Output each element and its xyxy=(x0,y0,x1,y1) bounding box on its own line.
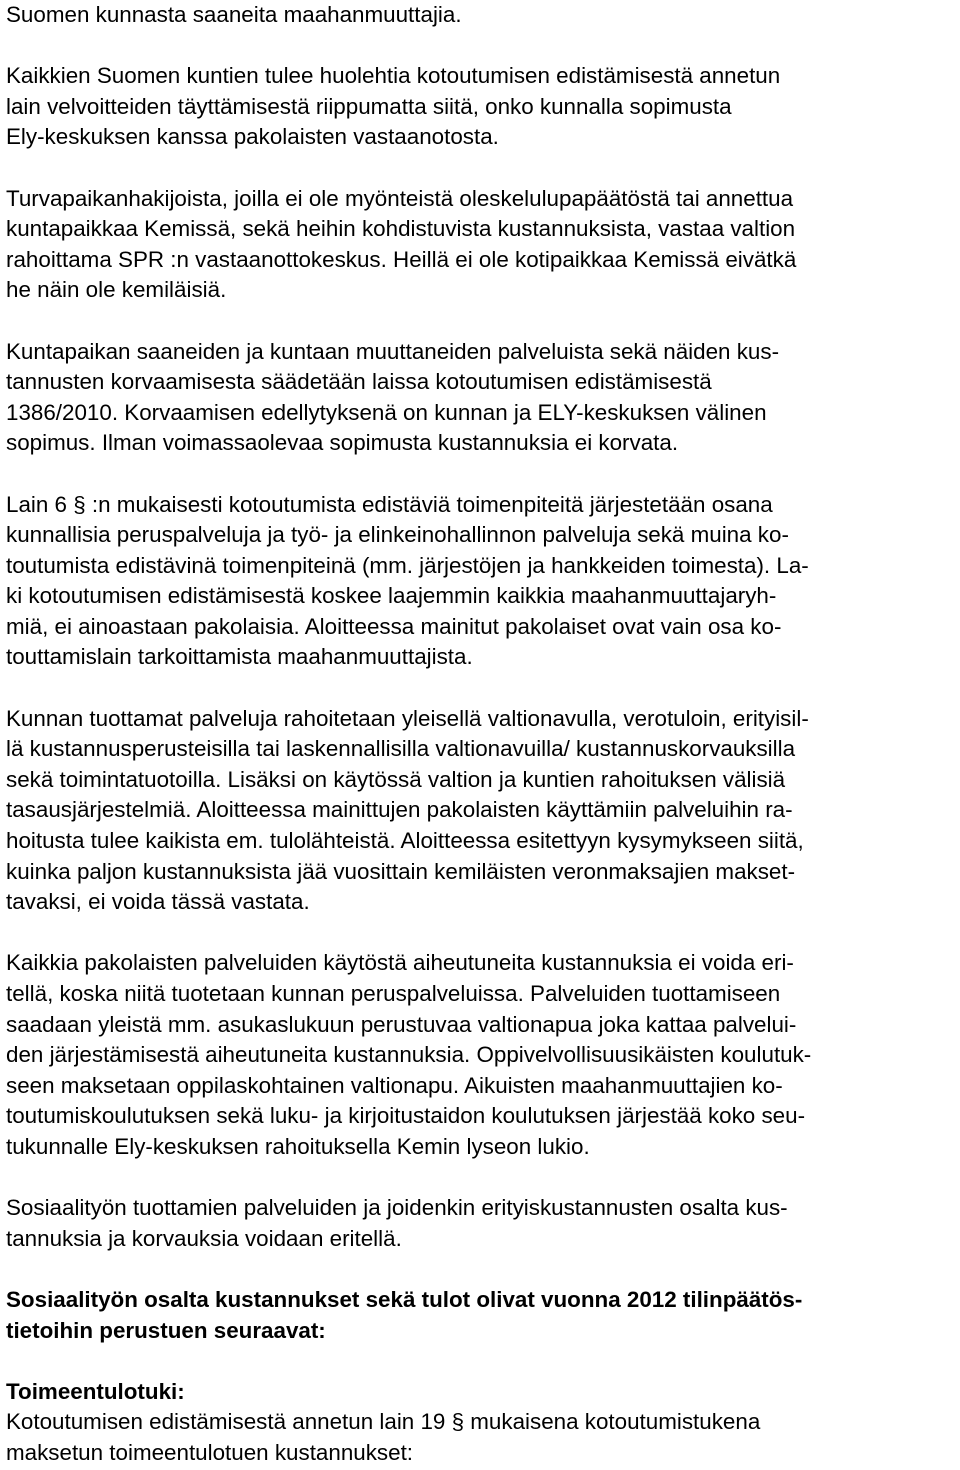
text-line: toutumista edistävinä toimenpiteinä (mm. järjestöjen ja hankkeiden toimesta). La- xyxy=(6,552,809,578)
document-page xyxy=(6,0,956,1469)
paragraph-social-work xyxy=(6,1193,956,1254)
text-line: Ely-keskuksen kanssa pakolaisten vastaanotosta. xyxy=(6,124,499,150)
text-line: Kuntapaikan saaneiden ja kuntaan muuttaneiden palveluista sekä näiden kus- xyxy=(6,338,780,364)
text-line: Kotoutumisen edistämisestä annetun lain 19 § mukaisena kotoutumistukena xyxy=(6,1409,761,1435)
text-line: den järjestämisestä aiheutuneita kustannuksia. Oppivelvollisuusikäisten koulutuk- xyxy=(6,1042,812,1068)
text-line: Kaikkia pakolaisten palveluiden käytöstä aiheutuneita kustannuksia ei voida eri- xyxy=(6,950,794,976)
section-heading-social-work-costs xyxy=(6,1285,956,1346)
paragraph-compensation-law xyxy=(6,337,956,459)
text-line: toutumiskoulutuksen sekä luku- ja kirjoitustaidon koulutuksen järjestää koko seu- xyxy=(6,1103,806,1129)
text-line: Sosiaalityön tuottamien palveluiden ja joidenkin erityiskustannusten osalta kus- xyxy=(6,1195,788,1221)
text-line: rahoittama SPR :n vastaanottokeskus. Heillä ei ole kotipaikkaa Kemissä eivätkä xyxy=(6,246,797,272)
text-line: touttamislain tarkoittamista maahanmuuttajista. xyxy=(6,644,473,670)
text-line: Kaikkien Suomen kuntien tulee huolehtia kotoutumisen edistämisestä annetun xyxy=(6,63,781,89)
text-line: Turvapaikanhakijoista, joilla ei ole myönteistä oleskelulupapäätöstä tai annettua xyxy=(6,185,794,211)
text-line: tannusten korvaamisesta säädetään laissa kotoutumisen edistämisestä xyxy=(6,369,712,395)
text-line: maksetun toimeentulotuen kustannukset: xyxy=(6,1439,414,1465)
text-line: sekä toimintatuotoilla. Lisäksi on käytössä valtion ja kuntien rahoituksen välisiä xyxy=(6,766,786,792)
subsection-heading: Toimeentulotuki: xyxy=(6,1378,185,1404)
paragraph-municipal-obligation xyxy=(6,61,956,153)
text-line: lä kustannusperusteisilla tai laskennallisilla valtionavuilla/ kustannuskorvauksilla xyxy=(6,736,796,762)
text-line: ki kotoutumisen edistämisestä koskee laajemmin kaikkia maahanmuuttajaryh- xyxy=(6,583,777,609)
text-line: Suomen kunnasta saaneita maahanmuuttajia. xyxy=(6,2,462,27)
text-line: saadaan yleistä mm. asukaslukuun perustuvaa valtionapua joka kattaa palvelui- xyxy=(6,1011,797,1037)
paragraph-asylum-seekers xyxy=(6,184,956,306)
text-line: tukunnalle Ely-keskuksen rahoituksella Kemin lyseon lukio. xyxy=(6,1133,590,1159)
paragraph-service-funding xyxy=(6,704,956,918)
paragraph-integration-measures xyxy=(6,490,956,674)
text-line: lain velvoitteiden täyttämisestä riippumatta siitä, onko kunnalla sopimusta xyxy=(6,93,732,119)
text-line: miä, ei ainoastaan pakolaisia. Aloitteessa mainitut pakolaiset ovat vain osa ko- xyxy=(6,613,782,639)
text-line: tannuksia ja korvauksia voidaan eritellä. xyxy=(6,1225,402,1251)
text-line: Lain 6 § :n mukaisesti kotoutumista edistäviä toimenpiteitä järjestetään osana xyxy=(6,491,773,517)
heading-line: tietoihin perustuen seuraavat: xyxy=(6,1317,326,1343)
text-line: Kunnan tuottamat palveluja rahoitetaan yleisellä valtionavulla, verotuloin, erityisil- xyxy=(6,705,809,731)
text-line: 1386/2010. Korvaamisen edellytyksenä on kunnan ja ELY-keskuksen välinen xyxy=(6,399,767,425)
text-line: tavaksi, ei voida tässä vastata. xyxy=(6,889,310,915)
paragraph-intro xyxy=(6,0,956,31)
text-line: kuntapaikkaa Kemissä, sekä heihin kohdistuvista kustannuksista, vastaa valtion xyxy=(6,216,796,242)
paragraph-refugee-costs xyxy=(6,948,956,1162)
text-line: sopimus. Ilman voimassaolevaa sopimusta kustannuksia ei korvata. xyxy=(6,430,679,456)
text-line: hoitusta tulee kaikista em. tulolähteistä. Aloitteessa esitettyyn kysymykseen siitä, xyxy=(6,828,804,854)
text-line: kunnallisia peruspalveluja ja työ- ja elinkeinohallinnon palveluja sekä muina ko- xyxy=(6,522,789,548)
text-line: kuinka paljon kustannuksista jää vuosittain kemiläisten veronmaksajien makset- xyxy=(6,858,796,884)
text-line: seen maksetaan oppilaskohtainen valtionapu. Aikuisten maahanmuuttajien ko- xyxy=(6,1072,783,1098)
text-line: tellä, koska niitä tuotetaan kunnan peruspalveluissa. Palveluiden tuottamiseen xyxy=(6,981,781,1006)
text-line: tasausjärjestelmiä. Aloitteessa mainittujen pakolaisten käyttämiin palveluihin ra- xyxy=(6,797,793,823)
text-line: he näin ole kemiläisiä. xyxy=(6,277,227,303)
heading-line: Sosiaalityön osalta kustannukset sekä tulot olivat vuonna 2012 tilinpäätös- xyxy=(6,1286,803,1312)
subsection-income-support xyxy=(6,1377,956,1469)
